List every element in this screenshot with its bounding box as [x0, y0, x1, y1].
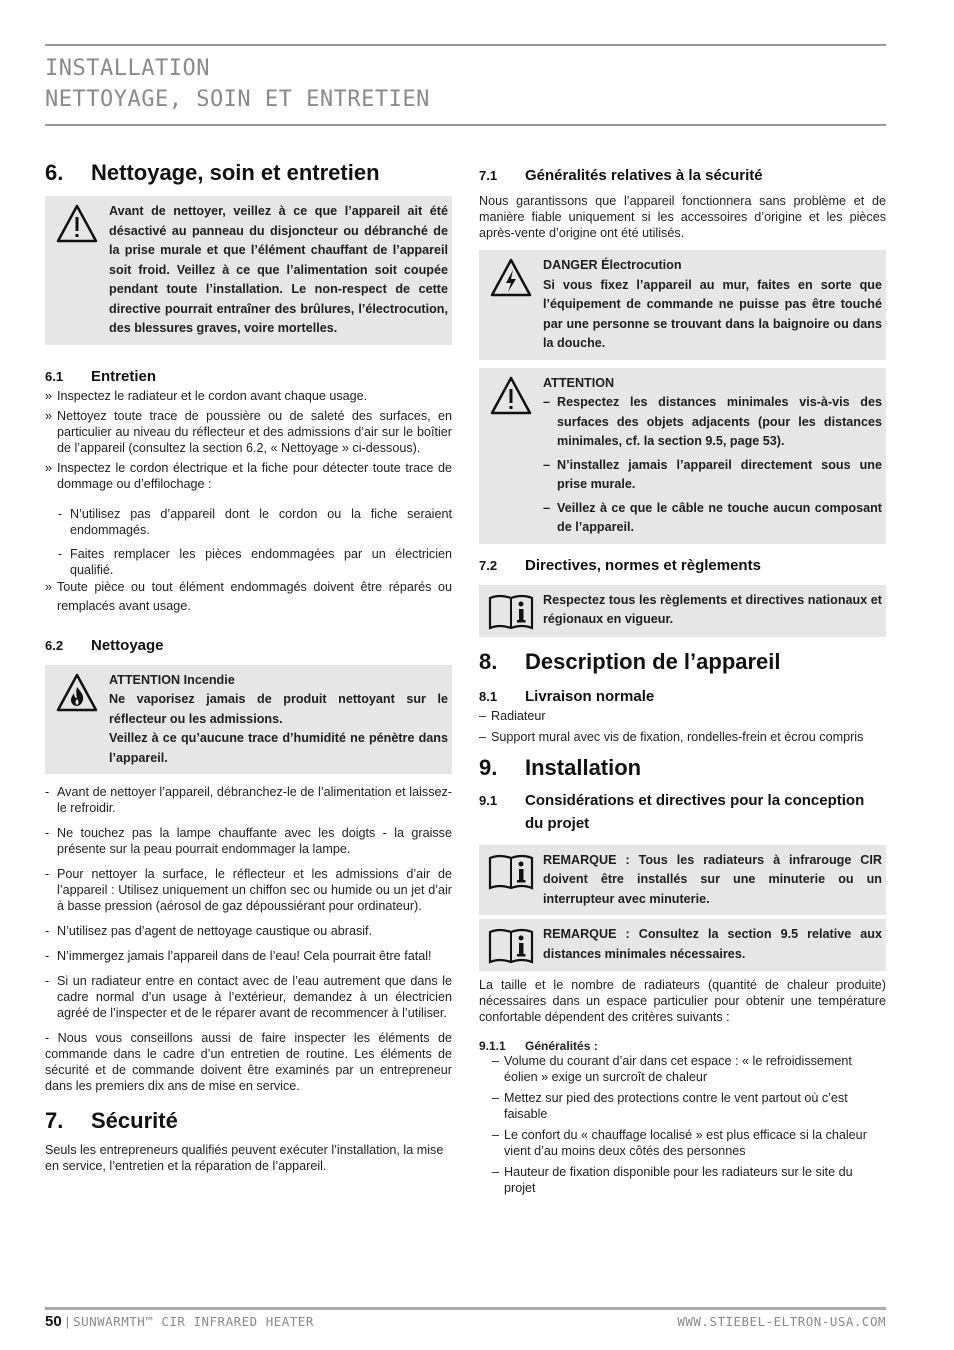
attention-fire-text-2: Veillez à ce qu’aucune trace d’humidité ne pénètre dans l’appareil. — [109, 731, 448, 765]
list-item: » Inspectez le cordon électrique et la fiche pour détecter toute trace de dommage ou d’effilochage : — [45, 460, 452, 491]
paragraph: Seuls les entrepreneurs qualifiés peuvent exécuter l’installation, la mise en service, l’entretien et la réparation de l’appareil. — [45, 1143, 444, 1173]
footer: 50 | SUNWARMTH™ CIR INFRARED HEATER WWW.STIEBEL-ELTRON-USA.COM — [45, 1313, 886, 1330]
paragraph: La taille et le nombre de radiateurs (quantité de chaleur produite) nécessaires dans un espace particulier pour obtenir une température confortable dépendent des critères suivants : — [479, 978, 886, 1024]
warning-text: Avant de nettoyer, veillez à ce que l’appareil ait été désactivé au panneau du disjoncteur ou débranché de la prise murale et que l’élément chauffant de l’appareil soit froid. Veillez à ce que l’alimentation soit coupée pendant toute l’installation. Le non-respect de cette directive pourrait entraîner des brûlures, l’électrocution, des blessures graves, voire mortelles. — [109, 204, 448, 335]
danger-text: Si vous fixez l’appareil au mur, faites en sorte que l’équipement de commande ne puisse pas être touché par une personne se trouvant dans la baignoire ou dans la douche. — [543, 277, 882, 350]
remark-box-distances — [479, 919, 886, 971]
list-item: - Avant de nettoyer l’appareil, débranchez-le de l’alimentation et laissez-le refroidir. — [45, 785, 452, 815]
sub-list-item: - Faites remplacer les pièces endommagées par un électricien qualifié. — [58, 546, 452, 577]
list-item: - Pour nettoyer la surface, le réflecteur et les admissions d’air de l’appareil : Utilisez uniquement un chiffon sec ou humide ou un jet d’air à basse pression (aérosol de gaz dépoussiérant pour ordinateur). — [45, 867, 452, 913]
header-bottom-rule — [45, 124, 886, 126]
info-note-box — [479, 585, 886, 637]
remark-box-timer — [479, 845, 886, 916]
remark-text: REMARQUE : Consultez la section 9.5 relative aux distances minimales nécessaires. — [543, 927, 882, 961]
list-item: » Toute pièce ou tout élément endommagés doivent être réparés ou remplacés avant usage. — [45, 579, 452, 613]
page-number: 50 — [45, 1313, 62, 1330]
attention-fire-text-1: Ne vaporisez jamais de produit nettoyant sur le réflecteur ou les admissions. — [109, 692, 448, 726]
section-9-heading: 9. Installation — [479, 754, 642, 780]
attention-item: – Veillez à ce que le câble ne touche aucun composant de l’appareil. — [543, 500, 882, 534]
section-9-1-heading: 9.1 Considérations et directives pour la conception du projet — [479, 791, 865, 832]
fire-warning-icon — [45, 671, 109, 769]
list-item: - Si un radiateur entre en contact avec de l’eau autrement que dans le cadre normal d’un usage à l’extérieur, demandez à un électricien agréé de l’inspecter et de le réparer avant de recommencer à l’utiliser. — [45, 974, 452, 1020]
section-6-1-heading: 6.1 Entretien — [45, 367, 157, 385]
list-item: » Nettoyez toute trace de poussière ou de saleté des surfaces, en particulier au niveau du réflecteur et des admissions d’air sur le boîtier de l’appareil (consultez la section 6.2, « Nettoyage » ci-dessous). — [45, 408, 452, 455]
warning-triangle-icon — [479, 374, 543, 538]
section-8-1-heading: 8.1 Livraison normale — [479, 687, 655, 705]
list-item: - Ne touchez pas la lampe chauffante avec les doigts - la graisse présente sur la peau pourrait endommager la lampe. — [45, 826, 452, 856]
header-top-rule — [45, 44, 886, 46]
product-name: SUNWARMTH™ CIR INFRARED HEATER — [73, 1314, 314, 1329]
website-link[interactable]: WWW.STIEBEL-ELTRON-USA.COM — [677, 1314, 886, 1329]
section-8-heading: 8. Description de l’appareil — [479, 648, 781, 674]
list-item: - N’utilisez pas d’agent de nettoyage caustique ou abrasif. — [45, 924, 373, 938]
section-6-heading: 6. Nettoyage, soin et entretien — [45, 160, 380, 185]
attention-box — [479, 368, 886, 544]
electrical-hazard-icon — [479, 256, 543, 354]
info-note-text: Respectez tous les règlements et directives nationaux et régionaux en vigueur. — [543, 592, 882, 626]
attention-item: – Respectez les distances minimales vis-à-vis des surfaces des objets adjacents (pour les distances minimales, cf. la section 9.5, page 53). — [543, 395, 882, 448]
list-item: – Volume du courant d’air dans cet espace : « le refroidissement éolien » exige un surcroît de chaleur — [492, 1054, 852, 1084]
warning-box-cleaning — [45, 196, 452, 345]
attention-fire-box — [45, 665, 452, 775]
footer-rule — [45, 1307, 886, 1310]
header-title-line1: INSTALLATION — [45, 56, 210, 81]
attention-fire-label: ATTENTION Incendie — [109, 672, 235, 687]
list-item: » Inspectez le radiateur et le cordon avant chaque usage. — [45, 388, 368, 403]
list-item: – Radiateur — [479, 708, 546, 723]
list-item: – Hauteur de fixation disponible pour les radiateurs sur le site du projet — [492, 1165, 853, 1195]
section-7-2-heading: 7.2 Directives, normes et règlements — [479, 556, 761, 574]
attention-item: – N’installez jamais l’appareil directement sous une prise murale. — [543, 457, 882, 491]
list-item: – Support mural avec vis de fixation, rondelles-frein et écrou compris — [479, 729, 864, 744]
danger-label: DANGER Électrocution — [543, 258, 682, 272]
left-column — [45, 160, 452, 1174]
section-7-1-heading: 7.1 Généralités relatives à la sécurité — [479, 167, 763, 184]
list-item: – Le confort du « chauffage localisé » est plus efficace si la chaleur vient d’au moins deux côtés des personnes — [492, 1128, 867, 1158]
sub-list-item: - N’utilisez pas d’appareil dont le cordon ou la fiche seraient endommagés. — [58, 506, 452, 537]
section-9-1-1-heading: 9.1.1 Généralités : — [479, 1039, 598, 1053]
attention-label: ATTENTION — [543, 375, 615, 390]
section-7-heading: 7. Sécurité — [45, 1108, 178, 1133]
paragraph: - Nous vous conseillons aussi de faire inspecter les éléments de commande dans le cadre d’un entretien de routine. Les éléments de sécurité et de commande doivent être examinés par un entrepreneur dans les premiers dix ans de mise en service. — [45, 1031, 452, 1093]
header-title-line2: NETTOYAGE, SOIN ET ENTRETIEN — [45, 87, 430, 112]
section-6-2-heading: 6.2 Nettoyage — [45, 636, 164, 654]
manual-info-icon — [479, 591, 543, 631]
remark-text: REMARQUE : Tous les radiateurs à infrarouge CIR doivent être installés sur une minuterie ou un interrupteur avec minuterie. — [543, 852, 882, 906]
warning-triangle-icon — [45, 202, 109, 339]
list-item: - N’immergez jamais l’appareil dans de l’eau! Cela pourrait être fatal! — [45, 949, 432, 963]
right-column — [479, 164, 886, 1196]
list-item: – Mettez sur pied des protections contre le vent partout où c’est faisable — [492, 1091, 848, 1121]
manual-info-icon — [479, 851, 543, 910]
manual-info-icon — [479, 925, 543, 965]
danger-electrocution-box — [479, 250, 886, 360]
paragraph: Nous garantissons que l’appareil fonctionnera sans problème et de manière fiable uniquement si les accessoires d’origine et les pièces après-vente d’origine ont été utilisés. — [479, 194, 886, 240]
